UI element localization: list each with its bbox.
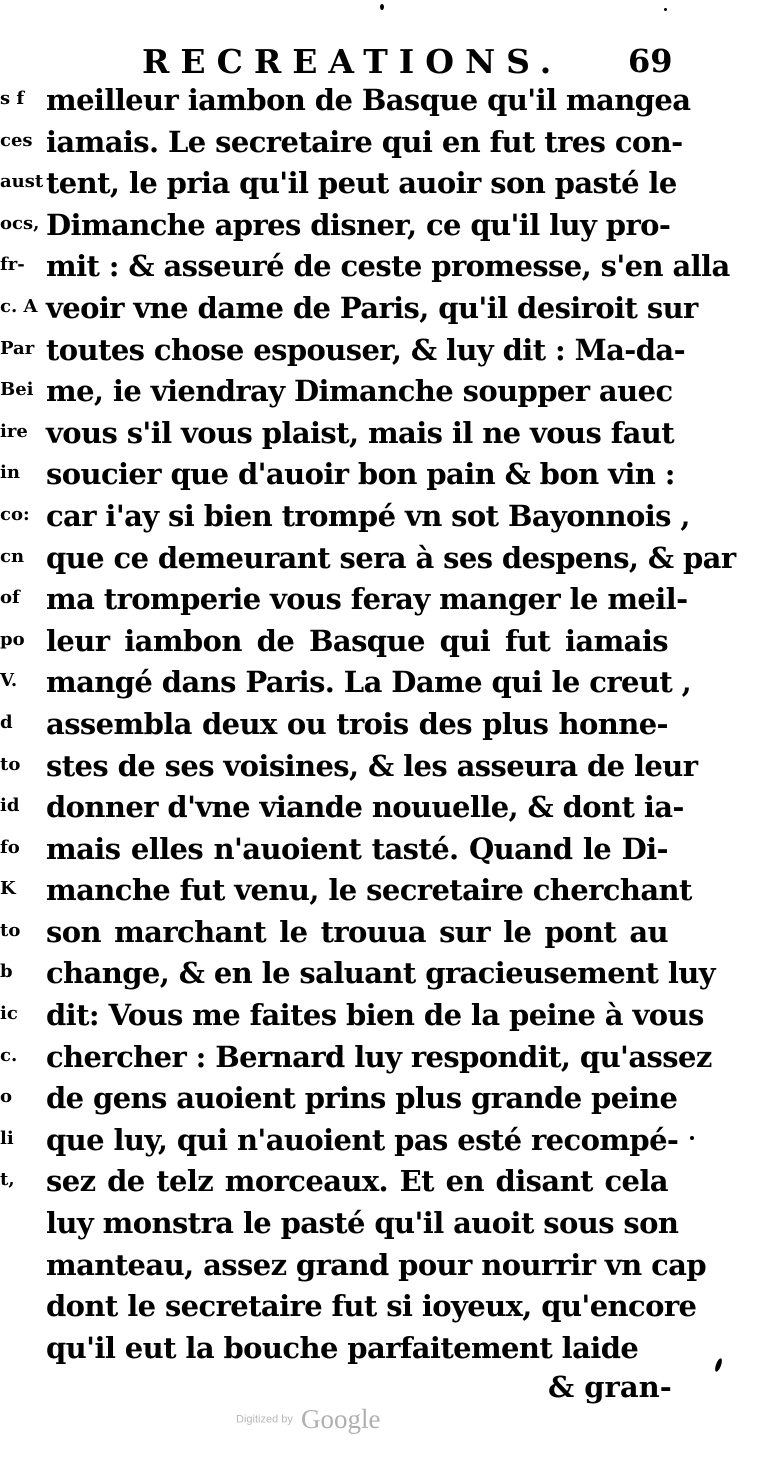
running-head: RECREATIONS.: [142, 42, 563, 81]
text-line: manteau, assez grand pour nourrir vn cap: [46, 1247, 707, 1282]
margin-fragment: li: [0, 1127, 14, 1149]
margin-fragment: id: [0, 795, 20, 817]
margin-fragment: to: [0, 919, 21, 941]
margin-fragment: to: [0, 753, 21, 775]
text-line: mangé dans Paris. La Dame qui le creut ,: [46, 665, 692, 700]
margin-fragment: o: [0, 1086, 13, 1108]
margin-fragment: V.: [0, 670, 18, 692]
text-line: soucier que d'auoir bon pain & bon vin :: [46, 457, 675, 492]
margin-fragment: po: [0, 628, 25, 650]
margin-fragment: Par: [0, 337, 35, 359]
catchword: & gran-: [548, 1370, 672, 1404]
ink-speck: [380, 4, 384, 10]
margin-fragment: c. A: [0, 295, 38, 317]
text-line: assembla deux ou trois des plus honne-: [46, 706, 668, 741]
text-line: me, ie viendray Dimanche soupper auec: [46, 374, 673, 409]
margin-fragment: cn: [0, 545, 25, 567]
margin-fragment: b: [0, 961, 13, 983]
margin-fragment: Bei: [0, 379, 34, 401]
ink-speck: [690, 1136, 694, 1140]
margin-fragment: t,: [0, 1169, 15, 1191]
text-line: mit : & asseuré de ceste promesse, s'en alla: [46, 249, 730, 284]
text-line: iamais. Le secretaire qui en fut tres con-: [46, 124, 683, 159]
text-line: Dimanche apres disner, ce qu'il luy pro-: [46, 207, 671, 242]
text-line: dit: Vous me faites bien de la peine à vous: [46, 998, 704, 1033]
margin-fragment: ic: [0, 1003, 18, 1025]
margin-fragment: [0, 1201, 22, 1243]
page-number: 69: [628, 42, 673, 80]
text-line: ma tromperie vous feray manger le meil-: [46, 582, 688, 617]
margin-fragment: co:: [0, 503, 30, 525]
margin-fragment: s f: [0, 88, 25, 109]
text-line: change, & en le saluant gracieusement luy: [46, 956, 715, 991]
text-line: luy monstra le pasté qu'il auoit sous son: [46, 1206, 679, 1241]
text-line: qu'il eut la bouche parfaitement laide: [46, 1330, 639, 1365]
margin-fragment: in: [0, 462, 20, 484]
margin-fragment: aust: [0, 171, 44, 193]
margin-fragment: ire: [0, 420, 28, 442]
text-line: dont le secretaire fut si ioyeux, qu'encore: [46, 1289, 697, 1324]
text-line: car i'ay si bien trompé vn sot Bayonnois ,: [46, 498, 690, 533]
text-line: manche fut venu, le secretaire cherchant: [46, 873, 692, 908]
margin-fragment: K: [0, 878, 16, 900]
text-line: sez de telz morceaux. Et en disant cela: [46, 1164, 668, 1199]
adjacent-page-margin: [0, 78, 44, 1284]
body-text: [46, 80, 736, 1369]
margin-fragment: fo: [0, 836, 20, 858]
text-line: toutes chose espouser, & luy dit : Ma-da-: [46, 332, 686, 367]
ink-speck: [714, 1358, 723, 1373]
margin-fragment: ocs,: [0, 212, 40, 234]
text-line: que ce demeurant sera à ses despens, & par: [46, 540, 736, 575]
watermark-prefix: Digitized by: [236, 1413, 293, 1426]
page-header: [130, 42, 690, 82]
text-line: donner d'vne viande nouuelle, & dont ia-: [46, 790, 684, 825]
margin-fragment: fr-: [0, 254, 25, 276]
text-line: veoir vne dame de Paris, qu'il desiroit sur: [46, 290, 698, 325]
text-line: meilleur iambon de Basque qu'il mangea: [46, 83, 691, 117]
margin-fragment: [0, 1243, 22, 1285]
text-line: tent, le pria qu'il peut auoir son pasté le: [46, 166, 677, 201]
ink-speck: [664, 8, 667, 11]
text-line: que luy, qui n'auoient pas esté recompé-: [46, 1122, 679, 1157]
text-line: leur iambon de Basque qui fut iamais: [46, 623, 668, 658]
text-line: son marchant le trouua sur le pont au: [46, 914, 668, 949]
margin-fragment: c.: [0, 1044, 18, 1066]
margin-fragment: ces: [0, 129, 33, 151]
google-logo: Google: [300, 1404, 381, 1434]
text-line: de gens auoient prins plus grande peine: [46, 1081, 678, 1116]
text-line: chercher : Bernard luy respondit, qu'assez: [46, 1039, 712, 1074]
margin-fragment: of: [0, 587, 20, 609]
google-watermark: [236, 1404, 396, 1440]
text-line: vous s'il vous plaist, mais il ne vous faut: [46, 415, 675, 450]
text-line: stes de ses voisines, & les asseura de leur: [46, 748, 698, 783]
margin-fragment: d: [0, 711, 13, 733]
text-line: mais elles n'auoient tasté. Quand le Di-: [46, 831, 668, 866]
